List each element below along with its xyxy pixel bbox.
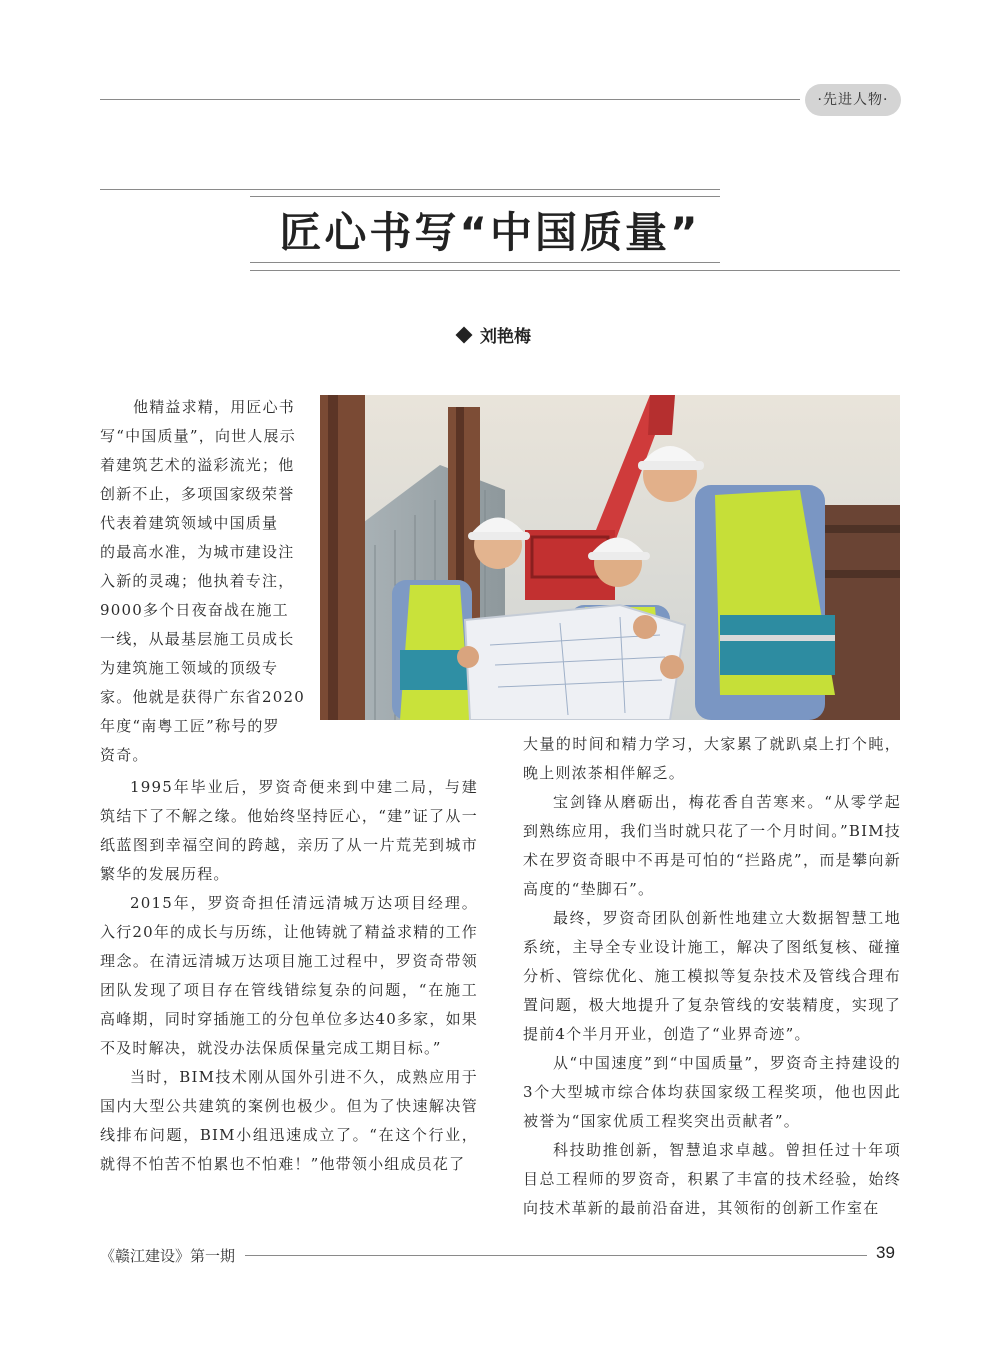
intro-line: 为建筑施工领域的顶级专 — [100, 659, 279, 677]
intro-line: 的最高水准，为城市建设注 — [100, 543, 295, 561]
header-rule — [100, 99, 800, 100]
paragraph: 最终，罗资奇团队创新性地建立大数据智慧工地系统，主导全专业设计施工，解决了图纸复核、碰撞分析、管综优化、施工模拟等复杂技术及管线合理布置问题，极大地提升了复杂管线的安装精度，实现了提前4个半月开业，创造了“业界奇迹”。 — [523, 909, 901, 1043]
title-rule-bottom — [250, 270, 900, 271]
section-tag: ·先进人物· — [805, 84, 901, 116]
page-number: 39 — [876, 1243, 895, 1262]
intro-line: 入新的灵魂；他执着专注， — [100, 572, 295, 590]
intro-line: 一线，从最基层施工员成长 — [100, 630, 295, 648]
right-column — [523, 730, 901, 1223]
intro-line: 年度“南粤工匠”称号的罗 — [100, 717, 280, 735]
intro-line: 家。他就是获得广东省2020 — [100, 688, 305, 706]
publication-name: 《赣江建设》第一期 — [100, 1247, 236, 1265]
intro-line: 着建筑艺术的溢彩流光；他 — [100, 456, 295, 474]
author-line — [458, 322, 531, 347]
paragraph: 当时，BIM技术刚从国外引进不久，成熟应用于国内大型公共建筑的案例也极少。但为了快速解决管线排布问题，BIM小组迅速成立了。“在这个行业，就得不怕苦不怕累也不怕难！”他带领小组成员花了 — [100, 1068, 478, 1173]
paragraph: 1995年毕业后，罗资奇便来到中建二局，与建筑结下了不解之缘。他始终坚持匠心，“建”证了从一纸蓝图到幸福空间的跨越，亲历了从一片荒芜到城市繁华的发展历程。 — [100, 778, 478, 883]
paragraph: 宝剑锋从磨砺出，梅花香自苦寒来。“从零学起到熟练应用，我们当时就只花了一个月时间。”BIM技术在罗资奇眼中不再是可怕的“拦路虎”，而是攀向新高度的“垫脚石”。 — [523, 793, 901, 898]
title-rule-top — [100, 189, 720, 190]
left-column — [100, 773, 478, 1179]
paragraph: 2015年，罗资奇担任清远清城万达项目经理。入行20年的成长与历练，让他铸就了精益求精的工作理念。在清远清城万达项目施工过程中，罗资奇带领团队发现了项目存在管线错综复杂的问题，“在施工高峰期，同时穿插施工的分包单位多达40多家，如果不及时解决，就没办法保质保量完成工期目标。” — [100, 894, 478, 1057]
intro-line: 代表着建筑领域中国质量 — [100, 514, 279, 532]
footer-rule — [245, 1255, 867, 1256]
author-name: 刘艳梅 — [480, 327, 531, 347]
intro-line: 创新不止，多项国家级荣誉 — [100, 485, 295, 503]
paragraph: 从“中国速度”到“中国质量”，罗资奇主持建设的3个大型城市综合体均获国家级工程奖项，他也因此被誉为“国家优质工程奖突出贡献者”。 — [523, 1054, 901, 1130]
title-rule-bottom-inner — [250, 262, 720, 263]
paragraph: 大量的时间和精力学习，大家累了就趴桌上打个盹，晚上则浓茶相伴解乏。 — [523, 735, 901, 782]
intro-line: 写“中国质量”，向世人展示 — [100, 427, 296, 445]
diamond-bullet-icon — [456, 326, 473, 343]
intro-line: 9000多个日夜奋战在施工 — [100, 601, 289, 619]
article-title: 匠心书写“中国质量” — [279, 208, 701, 257]
construction-workers-photo — [320, 395, 900, 720]
intro-line: 资奇。 — [100, 746, 149, 764]
intro-text — [100, 393, 305, 770]
paragraph: 科技助推创新，智慧追求卓越。曾担任过十年项目总工程师的罗资奇，积累了丰富的技术经验，始终向技术革新的最前沿奋进，其领衔的创新工作室在 — [523, 1141, 901, 1217]
title-rule-top-inner — [250, 196, 720, 197]
intro-line: 他精益求精，用匠心书 — [133, 398, 296, 416]
